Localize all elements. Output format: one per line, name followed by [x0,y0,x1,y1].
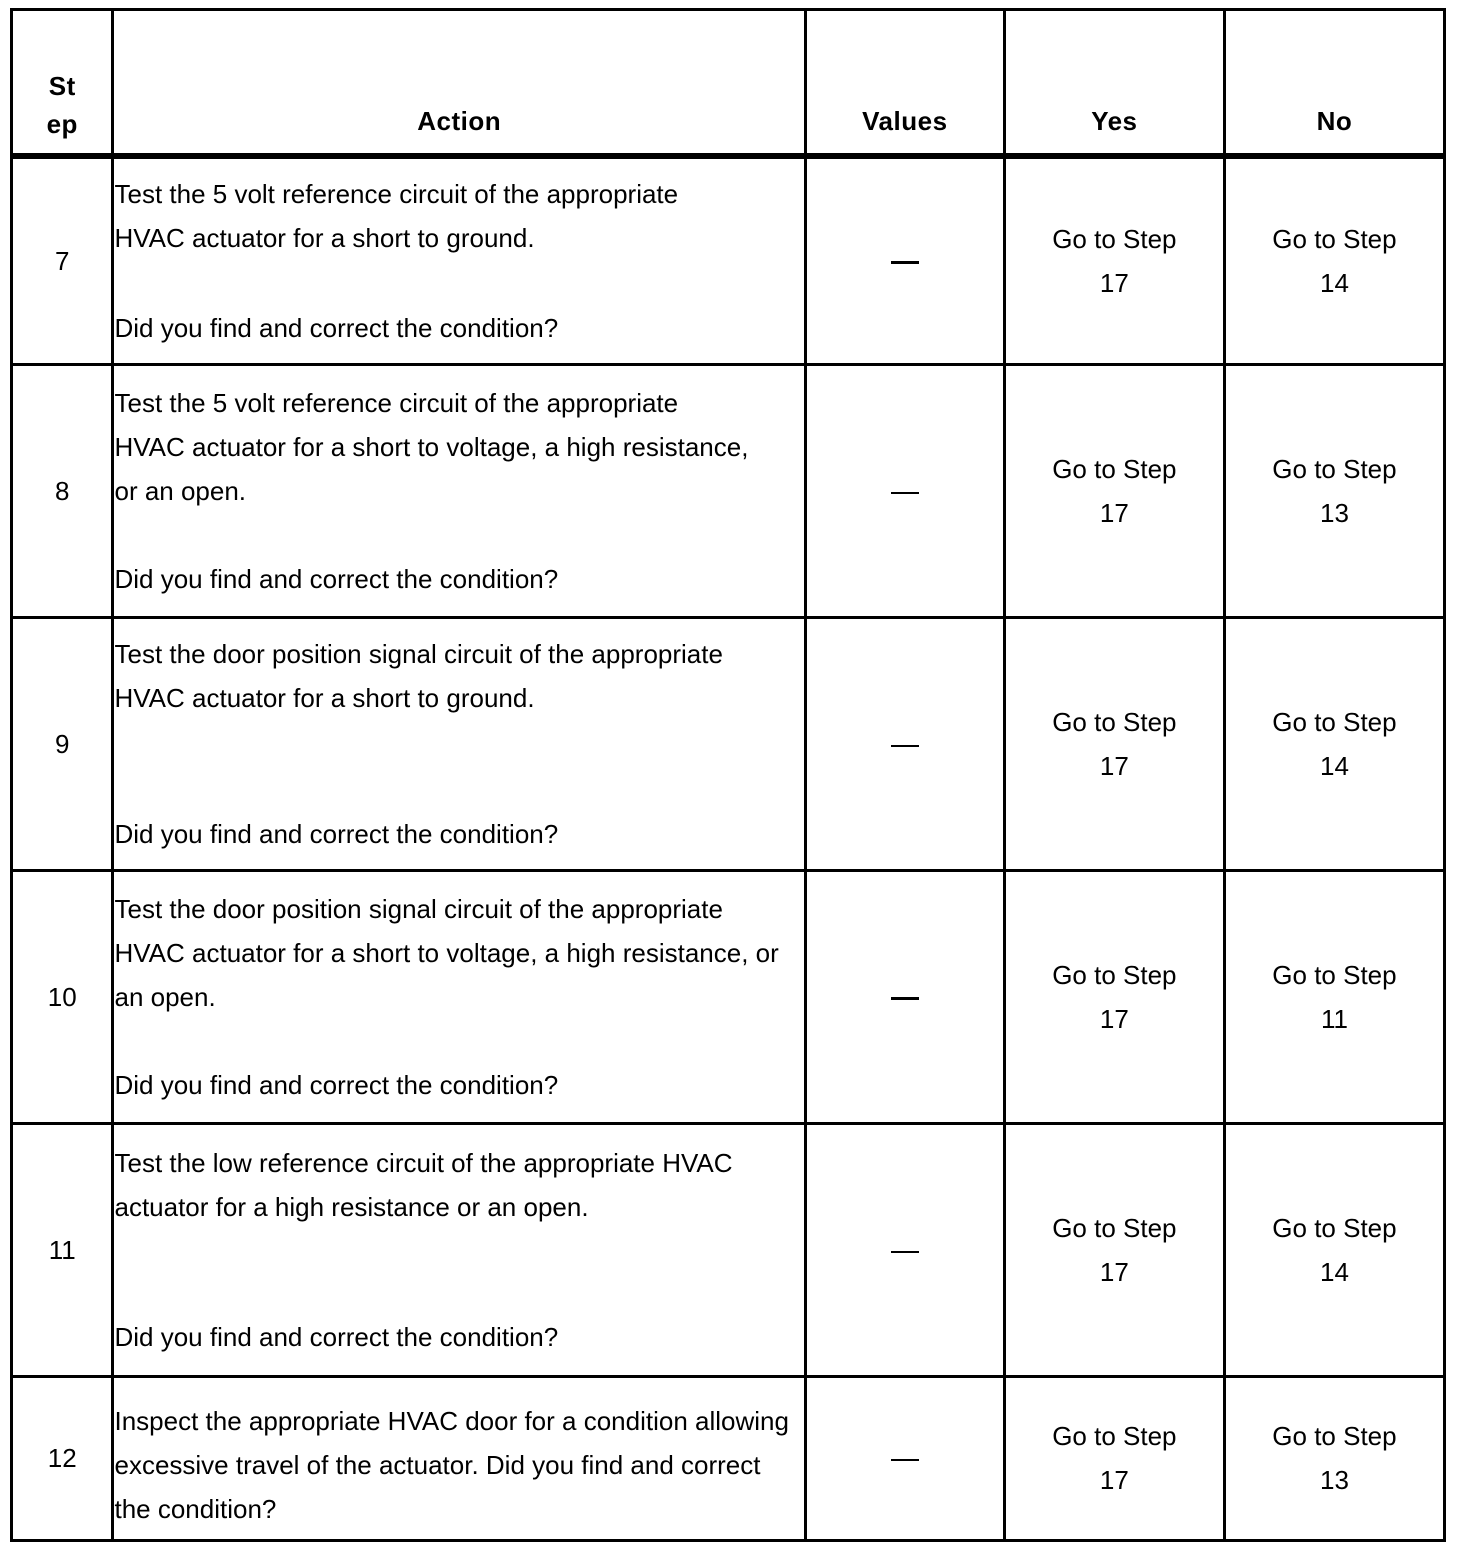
em-dash [891,1251,919,1253]
action-text: Test the door position signal circuit of the appropriate HVAC actuator for a short to ground. [114,638,723,713]
no-goto-step: 11 [1320,1003,1348,1034]
yes-cell [1004,364,1224,617]
yes-goto-step: 17 [1099,750,1129,781]
yes-cell [1004,1376,1224,1540]
header-yes: Yes [1004,10,1224,157]
values-cell [805,364,1004,617]
yes-goto-label: Go to Step [1052,223,1177,254]
yes-goto-step: 17 [1099,1256,1129,1287]
no-cell [1224,1123,1444,1376]
yes-cell [1004,870,1224,1123]
no-cell [1224,1376,1444,1540]
action-text: Inspect the appropriate HVAC door for a condition allowing excessive travel of the actuator. Did you find and correct the condition? [114,1406,789,1524]
action-question: Did you find and correct the condition? [114,1321,559,1352]
yes-goto-label: Go to Step [1052,453,1177,484]
yes-goto-label: Go to Step [1052,959,1177,990]
header-no: No [1224,10,1444,157]
yes-goto-label: Go to Step [1052,1212,1177,1243]
header-action: Action [113,10,805,157]
em-dash [891,997,919,1000]
em-dash [891,492,919,494]
no-goto-label: Go to Step [1272,223,1397,254]
action-cell [113,617,805,870]
no-cell [1224,617,1444,870]
no-cell [1224,870,1444,1123]
yes-cell [1004,617,1224,870]
table-row [12,1376,1445,1540]
action-question: Did you find and correct the condition? [114,312,559,343]
yes-goto-step: 17 [1099,1003,1129,1034]
step-number: 9 [12,617,113,870]
yes-goto-step: 17 [1099,267,1129,298]
yes-cell [1004,156,1224,364]
yes-cell [1004,1123,1224,1376]
no-cell [1224,156,1444,364]
table-row [12,870,1445,1123]
header-row [12,10,1445,157]
table-row [12,364,1445,617]
no-cell [1224,364,1444,617]
table-row [12,617,1445,870]
yes-goto-label: Go to Step [1052,706,1177,737]
action-cell [113,156,805,364]
diagnostic-table [10,8,1446,1542]
em-dash [891,745,919,747]
action-cell [113,1376,805,1540]
no-goto-label: Go to Step [1272,1421,1397,1451]
step-number: 8 [12,364,113,617]
values-cell [805,1123,1004,1376]
table-row [12,156,1445,364]
action-text: Test the door position signal circuit of the appropriate HVAC actuator for a short to voltage, a high resistance, or an open. [114,893,779,1012]
no-goto-label: Go to Step [1272,453,1397,484]
action-cell [113,870,805,1123]
action-question: Did you find and correct the condition? [114,818,559,849]
yes-goto-step: 17 [1099,497,1129,528]
values-cell [805,870,1004,1123]
header-step: St ep [12,10,113,157]
values-cell [805,156,1004,364]
no-goto-step: 14 [1319,267,1349,298]
step-number: 11 [12,1123,113,1376]
action-cell [113,364,805,617]
step-number: 10 [12,870,113,1123]
table-row [12,1123,1445,1376]
no-goto-step: 13 [1319,497,1349,528]
no-goto-label: Go to Step [1272,1212,1397,1243]
no-goto-label: Go to Step [1272,706,1397,737]
em-dash [891,1459,919,1461]
action-text: Test the 5 volt reference circuit of the appropriate HVAC actuator for a short to voltage, a high resistance, or an open. [114,387,749,506]
action-text: Test the 5 volt reference circuit of the appropriate HVAC actuator for a short to ground. [114,178,679,253]
no-goto-label: Go to Step [1272,959,1397,990]
em-dash [891,261,919,264]
yes-goto-label: Go to Step [1052,1421,1177,1451]
values-cell [805,617,1004,870]
action-text: Test the low reference circuit of the appropriate HVAC actuator for a high resistance or an open. [114,1147,733,1222]
action-question: Did you find and correct the condition? [114,1069,559,1100]
no-goto-step: 14 [1319,750,1349,781]
action-cell [113,1123,805,1376]
yes-goto-step: 17 [1099,1465,1129,1495]
step-number: 12 [12,1376,113,1540]
no-goto-step: 13 [1319,1465,1349,1495]
action-question: Did you find and correct the condition? [114,563,559,594]
step-number: 7 [12,156,113,364]
no-goto-step: 14 [1319,1256,1349,1287]
values-cell [805,1376,1004,1540]
header-values: Values [805,10,1004,157]
